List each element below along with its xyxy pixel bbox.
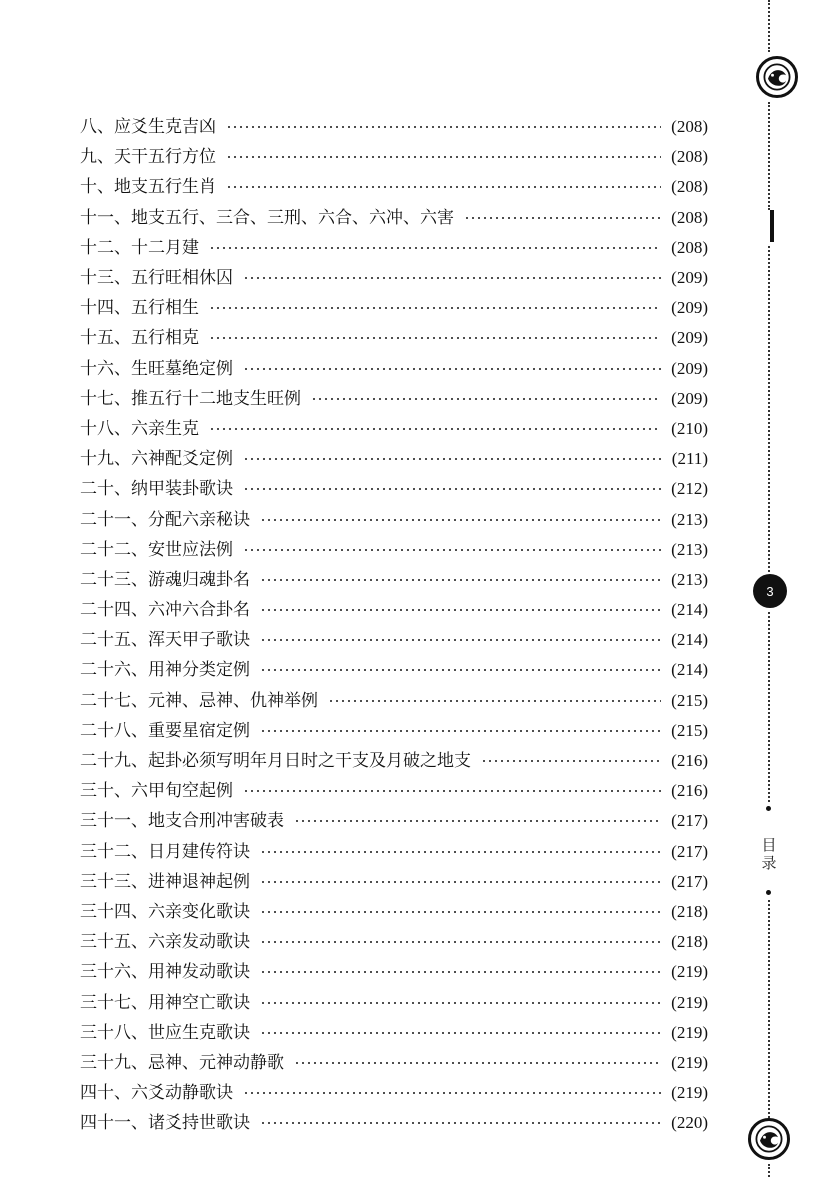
- toc-entry[interactable]: [80, 172, 708, 202]
- toc-entry[interactable]: [80, 142, 708, 172]
- toc-entry[interactable]: [80, 927, 708, 957]
- toc-entry[interactable]: [80, 625, 708, 655]
- toc-entry[interactable]: [80, 1108, 708, 1138]
- toc-entry-page: (209): [671, 358, 708, 378]
- toc-dot-leader: [260, 669, 661, 671]
- toc-entry-title: 二十九、起卦必须写明年月日时之干支及月破之地支: [80, 751, 471, 772]
- toc-entry-page: (219): [671, 1083, 708, 1103]
- toc-entry[interactable]: [80, 716, 708, 746]
- toc-entry-page: (217): [671, 871, 708, 891]
- toc-entry[interactable]: [80, 263, 708, 293]
- toc-entry-page: (214): [671, 630, 708, 650]
- toc-entry-title: 三十七、用神空亡歌诀: [80, 992, 250, 1013]
- toc-dot-leader: [260, 971, 661, 973]
- toc-entry-title: 十二、十二月建: [80, 237, 199, 258]
- toc-entry[interactable]: [80, 535, 708, 565]
- toc-dot-leader: [260, 730, 661, 732]
- section-label: [760, 836, 778, 872]
- toc-entry[interactable]: [80, 323, 708, 353]
- toc-dot-leader: [209, 247, 661, 249]
- toc-dot-leader: [209, 307, 661, 309]
- toc-entry-page: (220): [671, 1113, 708, 1133]
- toc-entry-title: 十三、五行旺相休囚: [80, 268, 233, 289]
- toc-entry-page: (212): [671, 479, 708, 499]
- toc-dot-leader: [243, 368, 661, 370]
- toc-entry-page: (211): [671, 449, 708, 469]
- sidebar-dotted-line-middle: [768, 246, 770, 572]
- section-label-char-2: 录: [761, 854, 777, 872]
- toc-entry-title: 九、天干五行方位: [80, 147, 216, 168]
- toc-entry-page: (210): [671, 418, 708, 438]
- toc-entry[interactable]: [80, 414, 708, 444]
- toc-entry-title: 十五、五行相克: [80, 328, 199, 349]
- toc-dot-leader: [260, 881, 661, 883]
- toc-entry-page: (209): [671, 388, 708, 408]
- toc-entry-page: (208): [671, 177, 708, 197]
- toc-dot-leader: [260, 639, 661, 641]
- toc-dot-leader: [328, 700, 661, 702]
- toc-entry[interactable]: [80, 565, 708, 595]
- toc-entry[interactable]: [80, 957, 708, 987]
- toc-dot-leader: [243, 549, 661, 551]
- toc-entry[interactable]: [80, 1048, 708, 1078]
- toc-entry-page: (209): [671, 298, 708, 318]
- dragon-emblem-icon: [756, 56, 798, 98]
- toc-entry[interactable]: [80, 112, 708, 142]
- toc-dot-leader: [226, 186, 661, 188]
- toc-dot-leader: [464, 217, 661, 219]
- toc-dot-leader: [294, 820, 661, 822]
- toc-entry-title: 十七、推五行十二地支生旺例: [80, 388, 301, 409]
- toc-entry-title: 十、地支五行生肖: [80, 177, 216, 198]
- toc-dot-leader: [243, 488, 661, 490]
- toc-entry-title: 三十一、地支合刑冲害破表: [80, 811, 284, 832]
- sidebar-dotted-line-end: [768, 1164, 770, 1177]
- table-of-contents: [80, 112, 708, 1138]
- toc-entry-title: 十九、六神配爻定例: [80, 449, 233, 470]
- toc-dot-leader: [260, 1002, 661, 1004]
- toc-entry-page: (213): [671, 539, 708, 559]
- toc-entry[interactable]: [80, 897, 708, 927]
- toc-entry-page: (218): [671, 901, 708, 921]
- toc-entry-title: 十四、五行相生: [80, 298, 199, 319]
- toc-dot-leader: [294, 1062, 661, 1064]
- toc-entry-page: (217): [671, 841, 708, 861]
- toc-entry-title: 十八、六亲生克: [80, 418, 199, 439]
- toc-dot-leader: [260, 851, 661, 853]
- page-number-badge: [753, 574, 787, 608]
- toc-entry-page: (215): [671, 720, 708, 740]
- toc-entry[interactable]: [80, 1078, 708, 1108]
- toc-dot-leader: [260, 1032, 661, 1034]
- page-number: 3: [766, 583, 774, 599]
- toc-entry[interactable]: [80, 867, 708, 897]
- toc-entry[interactable]: [80, 203, 708, 233]
- toc-entry-title: 二十六、用神分类定例: [80, 660, 250, 681]
- toc-dot-leader: [260, 1122, 661, 1124]
- toc-entry-title: 十一、地支五行、三合、三刑、六合、六冲、六害: [80, 207, 454, 228]
- toc-entry[interactable]: [80, 595, 708, 625]
- sidebar-dotted-line-bottom: [768, 900, 770, 1118]
- toc-entry[interactable]: [80, 444, 708, 474]
- toc-dot-leader: [226, 126, 661, 128]
- toc-entry[interactable]: [80, 293, 708, 323]
- sidebar-marker-bar: [770, 210, 774, 242]
- toc-entry-title: 三十四、六亲变化歌诀: [80, 901, 250, 922]
- toc-dot-leader: [226, 156, 661, 158]
- toc-entry-title: 四十、六爻动静歌诀: [80, 1083, 233, 1104]
- toc-entry-page: (208): [671, 147, 708, 167]
- toc-entry-page: (213): [671, 509, 708, 529]
- toc-entry-title: 二十一、分配六亲秘诀: [80, 509, 250, 530]
- dragon-emblem-icon-bottom: [748, 1118, 790, 1160]
- sidebar-dotted-line-upper: [768, 102, 770, 210]
- sidebar-dotted-line-lower: [768, 612, 770, 802]
- toc-dot-leader: [209, 428, 661, 430]
- toc-entry-page: (208): [671, 207, 708, 227]
- toc-entry[interactable]: [80, 474, 708, 504]
- toc-entry-page: (214): [671, 660, 708, 680]
- toc-entry-title: 二十三、游魂归魂卦名: [80, 569, 250, 590]
- toc-entry-title: 八、应爻生克吉凶: [80, 117, 216, 138]
- toc-entry[interactable]: [80, 686, 708, 716]
- toc-entry[interactable]: [80, 655, 708, 685]
- toc-entry-title: 三十二、日月建传符诀: [80, 841, 250, 862]
- sidebar-bullet-bottom: [766, 890, 771, 895]
- toc-entry[interactable]: [80, 233, 708, 263]
- toc-entry-title: 二十、纳甲装卦歌诀: [80, 479, 233, 500]
- toc-dot-leader: [260, 911, 661, 913]
- toc-dot-leader: [243, 790, 661, 792]
- toc-entry-title: 三十、六甲旬空起例: [80, 781, 233, 802]
- toc-entry-title: 二十四、六冲六合卦名: [80, 600, 250, 621]
- toc-entry-page: (219): [671, 1052, 708, 1072]
- toc-entry-page: (215): [671, 690, 708, 710]
- toc-entry-page: (208): [671, 237, 708, 257]
- toc-entry-page: (217): [671, 811, 708, 831]
- toc-entry-page: (219): [671, 992, 708, 1012]
- toc-entry-page: (216): [671, 751, 708, 771]
- toc-dot-leader: [311, 398, 661, 400]
- toc-entry-page: (219): [671, 962, 708, 982]
- sidebar-dotted-line-top: [768, 0, 770, 52]
- toc-dot-leader: [243, 277, 661, 279]
- toc-dot-leader: [243, 1092, 661, 1094]
- toc-dot-leader: [481, 760, 661, 762]
- section-label-char-1: 目: [761, 836, 777, 854]
- toc-dot-leader: [260, 941, 661, 943]
- toc-entry[interactable]: [80, 384, 708, 414]
- toc-entry-title: 二十八、重要星宿定例: [80, 720, 250, 741]
- toc-entry-page: (219): [671, 1022, 708, 1042]
- toc-entry[interactable]: [80, 987, 708, 1017]
- toc-entry-title: 二十五、浑天甲子歌诀: [80, 630, 250, 651]
- toc-entry-title: 三十九、忌神、元神动静歌: [80, 1052, 284, 1073]
- toc-entry[interactable]: [80, 837, 708, 867]
- toc-entry[interactable]: [80, 776, 708, 806]
- toc-entry-page: (209): [671, 268, 708, 288]
- toc-entry[interactable]: [80, 504, 708, 534]
- sidebar-bullet-top: [766, 806, 771, 811]
- toc-entry-title: 二十二、安世应法例: [80, 539, 233, 560]
- toc-entry-page: (208): [671, 117, 708, 137]
- toc-dot-leader: [260, 609, 661, 611]
- toc-entry-page: (218): [671, 932, 708, 952]
- toc-entry-page: (213): [671, 569, 708, 589]
- toc-entry-page: (214): [671, 600, 708, 620]
- toc-entry-title: 三十八、世应生克歌诀: [80, 1022, 250, 1043]
- toc-entry-title: 三十三、进神退神起例: [80, 871, 250, 892]
- toc-entry-title: 二十七、元神、忌神、仇神举例: [80, 690, 318, 711]
- toc-entry[interactable]: [80, 354, 708, 384]
- toc-dot-leader: [243, 458, 662, 460]
- toc-entry-title: 三十五、六亲发动歌诀: [80, 932, 250, 953]
- toc-dot-leader: [260, 579, 661, 581]
- toc-entry-page: (209): [671, 328, 708, 348]
- toc-entry[interactable]: [80, 1018, 708, 1048]
- toc-dot-leader: [209, 337, 661, 339]
- toc-dot-leader: [260, 519, 661, 521]
- toc-entry[interactable]: [80, 746, 708, 776]
- toc-entry[interactable]: [80, 806, 708, 836]
- toc-entry-title: 十六、生旺墓绝定例: [80, 358, 233, 379]
- toc-entry-title: 四十一、诸爻持世歌诀: [80, 1113, 250, 1134]
- toc-entry-title: 三十六、用神发动歌诀: [80, 962, 250, 983]
- toc-entry-page: (216): [671, 781, 708, 801]
